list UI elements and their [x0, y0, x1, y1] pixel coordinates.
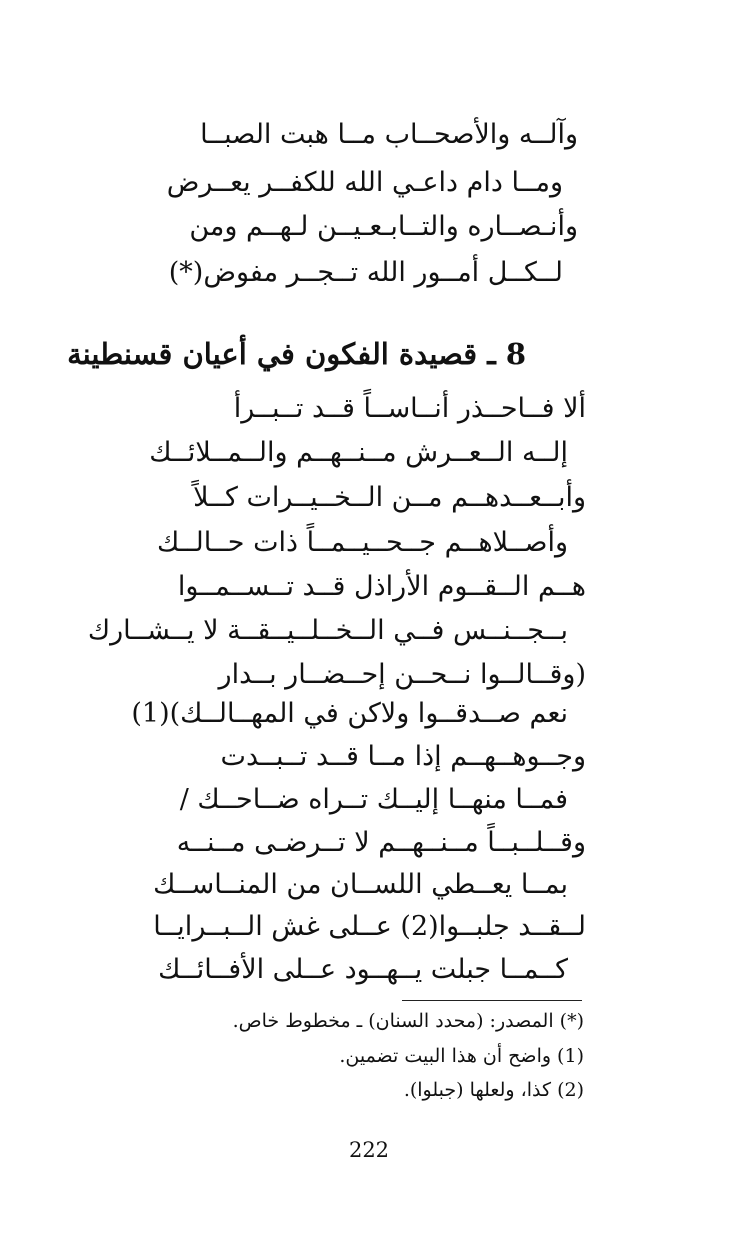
verse-line: وأنـصــاره والتــابـعـيــن لـهــم ومن: [189, 211, 578, 242]
verse-line: (وقــالــوا نــحــن إحــضــار بــدار: [218, 659, 586, 690]
verse-line: إلــه الــعــرش مــنــهــم والــمــلائــك: [149, 437, 568, 468]
verse-line: ألا فــاحــذر أنــاســاً قــد تــبــرأ: [233, 393, 586, 424]
verse-line: وجــوهــهــم إذا مــا قــد تــبــدت: [220, 741, 586, 772]
verse-line: نعم صــدقــوا ولاكن في المهــالــك)(1): [131, 698, 568, 729]
verse-line: كــمــا جبلت يــهــود عــلى الأفــائــك: [158, 954, 568, 985]
verse-line: وأبــعــدهــم مــن الــخــيــرات كــلاً: [193, 482, 586, 513]
footnote-divider: [402, 1000, 582, 1001]
verse-line: وقــلــبــاً مــنــهــم لا تــرضـى مــنــه: [176, 827, 586, 858]
footnote: (*) المصدر: (محدد السنان) ـ مخطوط خاص.: [232, 1010, 584, 1032]
footnote: (2) كذا، ولعلها (جبلوا).: [403, 1079, 584, 1101]
section-heading: 8 ـ قصيدة الفكون في أعيان قسنطينة: [67, 337, 526, 371]
verse-line: وآلــه والأصحــاب مــا هبت الصبــا: [200, 119, 578, 150]
verse-line: بــجــنــس فــي الــخــلــيــقــة لا يــشــارك: [87, 615, 568, 646]
page-number: 222: [348, 1138, 390, 1162]
footnote: (1) واضح أن هذا البيت تضمين.: [339, 1045, 584, 1067]
verse-line: هــم الــقــوم الأراذل قــد تــســمــوا: [177, 571, 586, 602]
verse-line: وأصــلاهــم جــحــيــمــاً ذات حــالــك: [156, 527, 568, 558]
verse-line: ومــا دام داعـي الله للكفــر يعــرض: [166, 167, 563, 198]
verse-line: بمــا يعــطي اللســان من المنــاســك: [153, 869, 568, 900]
verse-line: فمــا منهــا إليــك تــراه ضــاحــك /: [179, 784, 568, 815]
verse-line: لــقــد جلبــوا(2) عــلى غش الــبــرايــا: [153, 911, 586, 942]
verse-line: لــكــل أمــور الله تــجــر مفوض(*): [168, 257, 563, 288]
